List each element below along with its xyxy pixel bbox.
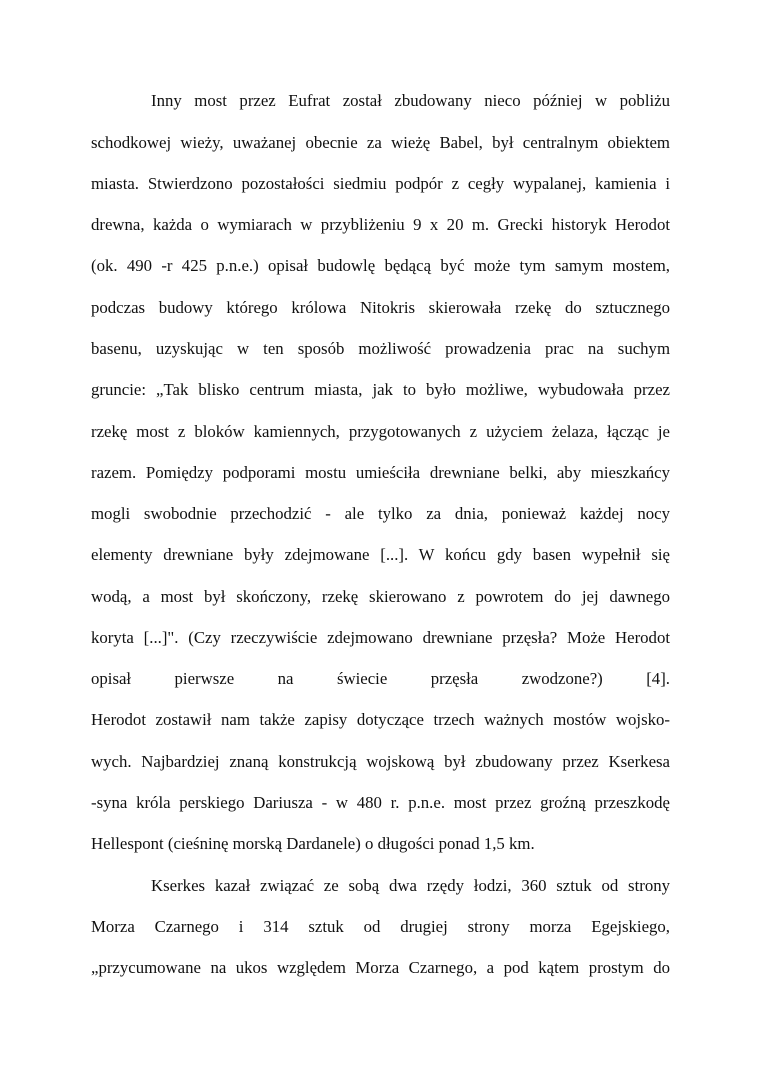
text-line: rzekę most z bloków kamiennych, przygotowanych z użyciem żelaza, łącząc je <box>91 422 670 441</box>
text-line: Inny most przez Eufrat został zbudowany nieco później w pobliżu <box>151 91 670 110</box>
text-line: Hellespont (cieśninę morską Dardanele) o długości ponad 1,5 km. <box>91 834 535 853</box>
text-line: (ok. 490 -r 425 p.n.e.) opisał budowlę będącą być może tym samym mostem, <box>91 256 670 275</box>
text-line: drewna, każda o wymiarach w przybliżeniu 9 x 20 m. Grecki historyk Herodot <box>91 215 670 234</box>
text-line: Kserkes kazał związać ze sobą dwa rzędy łodzi, 360 sztuk od strony <box>151 876 670 895</box>
text-line: basenu, uzyskując w ten sposób możliwość prowadzenia prac na suchym <box>91 339 670 358</box>
text-line: wych. Najbardziej znaną konstrukcją wojskową był zbudowany przez Kserkesa <box>91 752 670 771</box>
text-line: razem. Pomiędzy podporami mostu umieściła drewniane belki, aby mieszkańcy <box>91 463 670 482</box>
text-line: mogli swobodnie przechodzić - ale tylko za dnia, ponieważ każdej nocy <box>91 504 670 523</box>
text-line: elementy drewniane były zdejmowane [...]. W końcu gdy basen wypełnił się <box>91 545 670 564</box>
text-line: wodą, a most był skończony, rzekę skierowano z powrotem do jej dawnego <box>91 587 670 606</box>
text-line: podczas budowy którego królowa Nitokris skierowała rzekę do sztucznego <box>91 298 670 317</box>
text-line: -syna króla perskiego Dariusza - w 480 r. p.n.e. most przez groźną przeszkodę <box>91 793 670 812</box>
text-line: Morza Czarnego i 314 sztuk od drugiej strony morza Egejskiego, <box>91 917 670 936</box>
text-line: miasta. Stwierdzono pozostałości siedmiu podpór z cegły wypalanej, kamienia i <box>91 174 670 193</box>
text-line: gruncie: „Tak blisko centrum miasta, jak to było możliwe, wybudowała przez <box>91 380 670 399</box>
text-line: opisał pierwsze na świecie przęsła zwodzone?) [4]. <box>91 669 670 688</box>
text-line: koryta [...]". (Czy rzeczywiście zdejmowano drewniane przęsła? Może Herodot <box>91 628 670 647</box>
text-line: schodkowej wieży, uważanej obecnie za wieżę Babel, był centralnym obiektem <box>91 133 670 152</box>
text-line: Herodot zostawił nam także zapisy dotyczące trzech ważnych mostów wojsko- <box>91 710 670 729</box>
text-line: „przycumowane na ukos względem Morza Czarnego, a pod kątem prostym do <box>91 958 670 977</box>
